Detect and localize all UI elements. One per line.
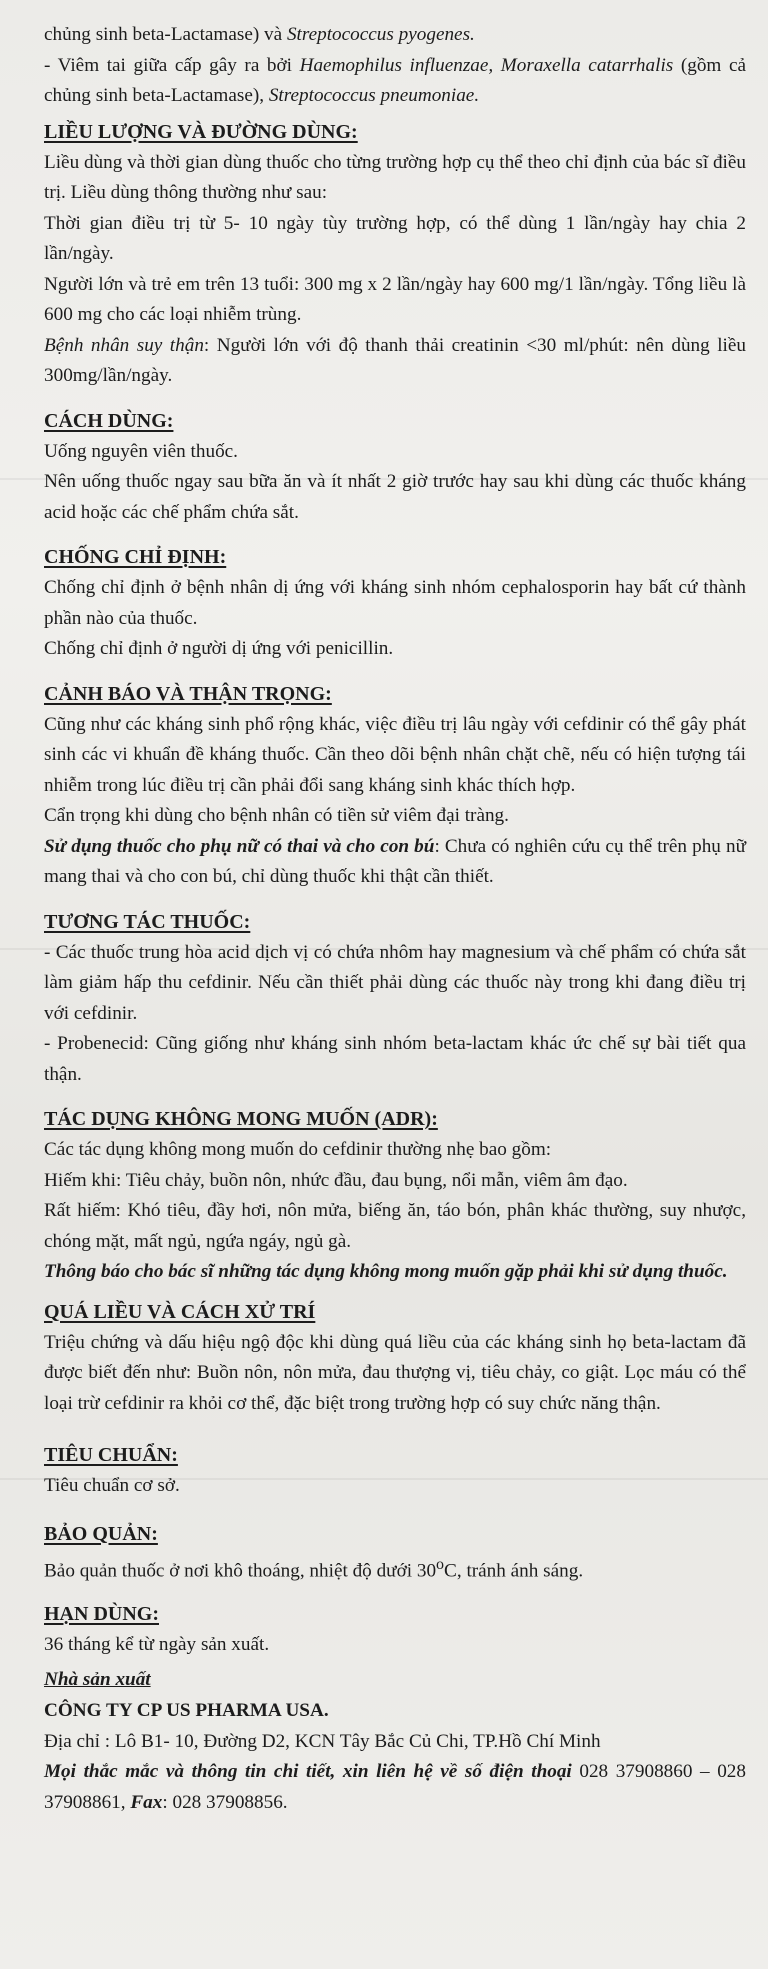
overdose-paragraph: Triệu chứng và dấu hiệu ngộ độc khi dùng quá liều của các kháng sinh họ beta-lactam đã được biết đến như: Buồn nôn, nôn mửa, đau thượng vị, tiêu chảy, co giật. Lọc máu có thể loại trừ cefdinir ra khỏi cơ thể, đặc biệt trong trường hợp có suy chức năng thận. (44, 1331, 746, 1414)
contact-phones: 028 37908860 – 028 37908861, (44, 1761, 746, 1813)
dosage-paragraph: Liều dùng và thời gian dùng thuốc cho từng trường hợp cụ thể theo chỉ định của bác sĩ điều trị. Liều dùng thông thường như sau: (44, 151, 746, 203)
paper-fold-line (0, 948, 768, 950)
dosage-paragraph: Người lớn và trẻ em trên 13 tuổi: 300 mg x 2 lần/ngày hay 600 mg/1 lần/ngày. Tổng liều là 600 mg cho các loại nhiễm trùng. (44, 273, 746, 325)
indication-text: (gồm cả chủng sinh beta-Lactamase), (44, 54, 746, 106)
adr-paragraph: Rất hiếm: Khó tiêu, đầy hơi, nôn mửa, biếng ăn, táo bón, phân khác thường, suy nhược, chóng mặt, mất ngủ, ngứa ngáy, ngủ gà. (44, 1200, 746, 1252)
paper-fold-line (0, 478, 768, 480)
contraindications-paragraph: Chống chỉ định ở người dị ứng với penicillin. (44, 638, 394, 659)
organism-name: Streptococcus pneumoniae. (268, 85, 480, 106)
storage-text: Bảo quản thuốc ở nơi khô thoáng, nhiệt độ dưới 30 (44, 1559, 437, 1581)
pregnancy-paragraph (44, 832, 746, 893)
interactions-paragraph: - Probenecid: Cũng giống như kháng sinh nhóm beta-lactam khác ức chế sự bài tiết qua thận. (44, 1033, 746, 1085)
storage-heading: BẢO QUẢN: (44, 1522, 158, 1545)
indication-continuation (44, 20, 746, 51)
usage-heading: CÁCH DÙNG: (44, 409, 174, 432)
contraindications-paragraph: Chống chỉ định ở bệnh nhân dị ứng với kháng sinh nhóm cephalosporin hay bất cứ thành phần nào của thuốc. (44, 577, 746, 629)
adr-paragraph: Hiếm khi: Tiêu chảy, buồn nôn, nhức đầu, đau bụng, nổi mẫn, viêm âm đạo. (44, 1169, 628, 1191)
shelf-life-paragraph: 36 tháng kể từ ngày sản xuất. (44, 1634, 270, 1656)
storage-paragraph (44, 1550, 746, 1587)
usage-paragraph: Nên uống thuốc ngay sau bữa ăn và ít nhất 2 giờ trước hay sau khi dùng các thuốc kháng acid hoặc các chế phẩm chứa sắt. (44, 471, 746, 523)
pregnancy-label: Sử dụng thuốc cho phụ nữ có thai và cho con bú (44, 835, 435, 857)
degree-sup: o (436, 1555, 445, 1573)
adr-paragraph: Các tác dụng không mong muốn do cefdinir thường nhẹ bao gồm: (44, 1139, 552, 1160)
overdose-heading: QUÁ LIỀU VÀ CÁCH XỬ TRÍ (44, 1300, 316, 1323)
dosage-renal-paragraph (44, 331, 746, 392)
fax-label: Fax (130, 1791, 163, 1813)
contact-label: Mọi thắc mắc và thông tin chi tiết, xin liên hệ về số điện thoại (44, 1761, 572, 1783)
renal-text: : Người lớn với độ thanh thải creatinin <30 ml/phút: nên dùng liều 300mg/lần/ngày. (44, 334, 746, 386)
shelf-life-heading: HẠN DÙNG: (44, 1603, 159, 1626)
renal-label: Bệnh nhân suy thận (44, 334, 204, 356)
warnings-paragraph: Cũng như các kháng sinh phổ rộng khác, việc điều trị lâu ngày với cefdinir có thể gây phát sinh các vi khuẩn đề kháng thuốc. Cần theo dõi bệnh nhân chặt chẽ, nếu có hiện tượng tái nhiễm trong lúc điều trị cần phải đổi sang kháng sinh khác thích hợp. (44, 713, 746, 796)
adr-heading: TÁC DỤNG KHÔNG MONG MUỐN (ADR): (44, 1108, 438, 1130)
warnings-heading: CẢNH BÁO VÀ THẬN TRỌNG: (44, 682, 332, 705)
organism-name: Streptococcus pyogenes. (286, 24, 475, 45)
adr-notice: Thông báo cho bác sĩ những tác dụng không mong muốn gặp phải khi sử dụng thuốc. (44, 1261, 728, 1282)
contraindications-heading: CHỐNG CHỈ ĐỊNH: (44, 546, 227, 568)
paper-fold-line (0, 1478, 768, 1480)
fax-number: : 028 37908856. (162, 1791, 288, 1813)
indication-otitis (44, 51, 746, 112)
usage-paragraph: Uống nguyên viên thuốc. (44, 440, 238, 462)
pregnancy-text: : Chưa có nghiên cứu cụ thể trên phụ nữ mang thai và cho con bú, chỉ dùng thuốc khi thật cần thiết. (44, 835, 746, 887)
indication-text: chủng sinh beta-Lactamase) và (44, 24, 287, 45)
manufacturer-label: Nhà sản xuất (44, 1668, 151, 1690)
standard-heading: TIÊU CHUẨN: (44, 1444, 178, 1466)
storage-text: C, tránh ánh sáng. (444, 1559, 584, 1581)
manufacturer-address: Địa chỉ : Lô B1- 10, Đường D2, KCN Tây Bắc Củ Chi, TP.Hồ Chí Minh (44, 1730, 601, 1752)
standard-paragraph: Tiêu chuẩn cơ sở. (44, 1475, 180, 1496)
interactions-paragraph: - Các thuốc trung hòa acid dịch vị có chứa nhôm hay magnesium và chế phẩm có chứa sắt làm giảm hấp thu cefdinir. Nếu cần thiết phải dùng các thuốc này trong khi đang điều trị với cefdinir. (44, 941, 746, 1024)
dosage-heading: LIỀU LƯỢNG VÀ ĐƯỜNG DÙNG: (44, 120, 358, 143)
dosage-paragraph: Thời gian điều trị từ 5- 10 ngày tùy trường hợp, có thể dùng 1 lần/ngày hay chia 2 lần/ngày. (44, 212, 746, 264)
interactions-heading: TƯƠNG TÁC THUỐC: (44, 910, 251, 933)
manufacturer-company: CÔNG TY CP US PHARMA USA. (44, 1699, 329, 1721)
organism-name: Haemophilus influenzae, Moraxella catarrhalis (299, 54, 674, 76)
indication-text: - Viêm tai giữa cấp gây ra bởi (44, 54, 300, 76)
manufacturer-contact (44, 1757, 746, 1818)
warnings-paragraph: Cẩn trọng khi dùng cho bệnh nhân có tiền sử viêm đại tràng. (44, 805, 509, 826)
